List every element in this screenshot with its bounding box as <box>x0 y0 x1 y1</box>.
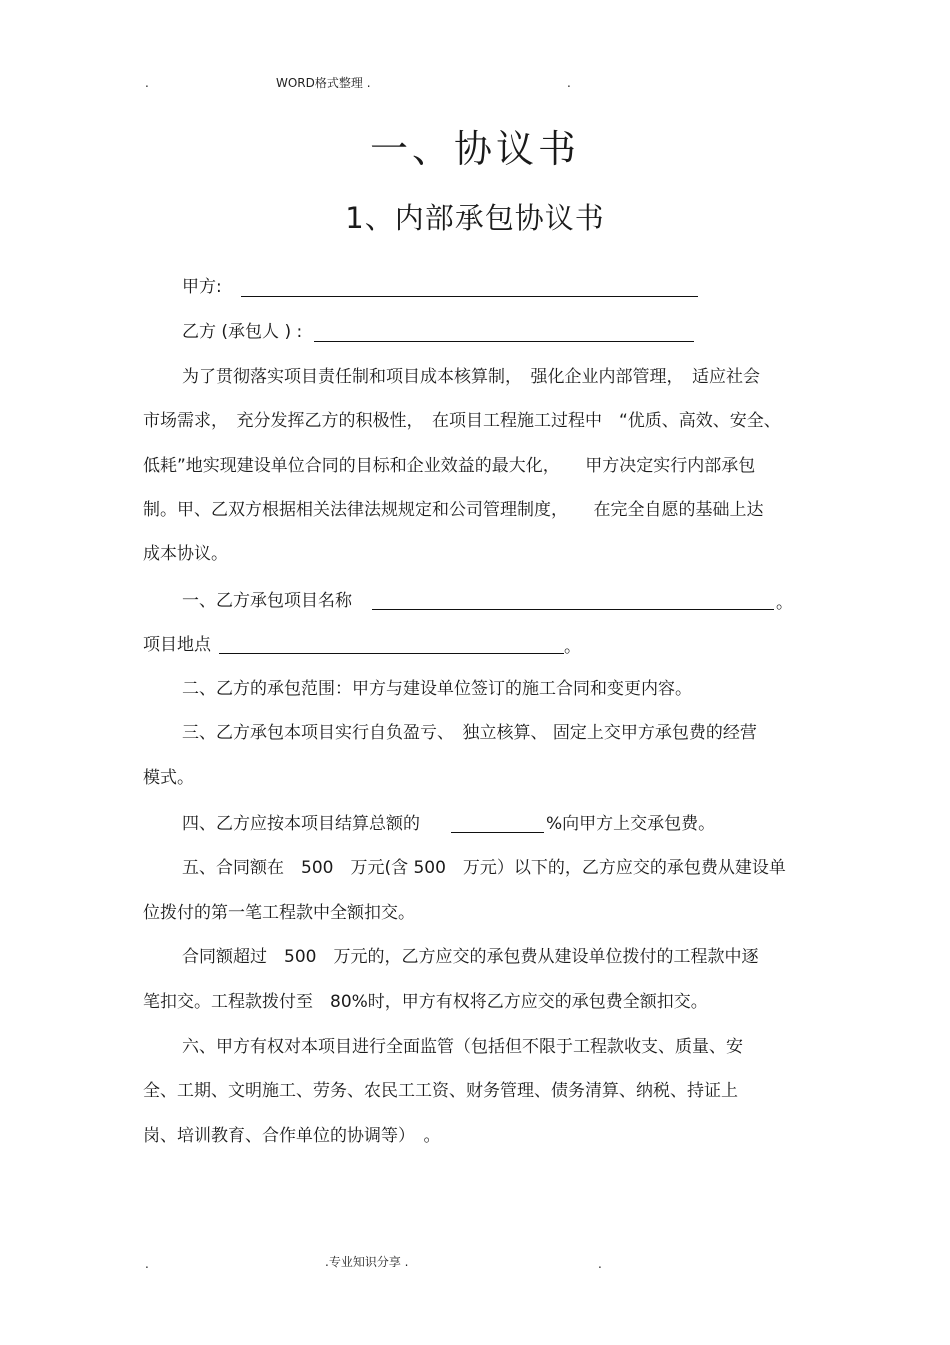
footer-dot-left: . <box>145 1257 149 1271</box>
clause5b-line: 笔扣交。工程款拨付至 80%时，甲方有权将乙方应交的承包费全额扣交。 <box>143 992 708 1012</box>
header-label: WORD格式整理 . <box>276 76 371 90</box>
footer-dot-right: . <box>598 1257 602 1271</box>
location-end: 。 <box>564 637 581 657</box>
header-dot-left: . <box>145 76 149 90</box>
clause5-line: 五、合同额在 500 万元(含 500 万元）以下的，乙方应交的承包费从建设单 <box>182 858 786 878</box>
intro-line: 成本协议。 <box>143 544 228 564</box>
header-dot-right: . <box>567 76 571 90</box>
party-b-blank <box>314 341 694 342</box>
intro-line: 市场需求， 充分发挥乙方的积极性， 在项目工程施工过程中 “优质、高效、安全、 <box>143 411 781 431</box>
clause5b-line: 合同额超过 500 万元的，乙方应交的承包费从建设单位拨付的工程款中逐 <box>182 947 759 967</box>
clause5-line: 位拨付的第一笔工程款中全额扣交。 <box>143 903 415 923</box>
party-a-blank <box>241 296 698 297</box>
clause4-end: %向甲方上交承包费。 <box>546 814 716 834</box>
footer-label: .专业知识分享 . <box>325 1255 409 1269</box>
intro-line: 制。甲、乙双方根据相关法律法规规定和公司管理制度， 在完全自愿的基础上达 <box>143 500 764 520</box>
party-a-label: 甲方: <box>182 277 222 297</box>
party-b-label: 乙方 (承包人 ) : <box>182 322 303 342</box>
clause6-line: 全、工期、文明施工、劳务、农民工工资、财务管理、债务清算、纳税、持证上 <box>143 1081 738 1101</box>
clause1-label: 一、乙方承包项目名称 <box>182 591 352 611</box>
clause6-line: 六、甲方有权对本项目进行全面监管（包括但不限于工程款收支、质量、安 <box>182 1037 743 1057</box>
intro-line: 为了贯彻落实项目责任制和项目成本核算制， 强化企业内部管理， 适应社会 <box>182 367 760 387</box>
location-label: 项目地点 <box>143 635 211 655</box>
clause1-end: 。 <box>776 593 793 613</box>
clause6-line: 岗、培训教育、合作单位的协调等） 。 <box>143 1126 441 1146</box>
page-title: 一、协议书 <box>369 127 580 171</box>
clause4-label: 四、乙方应按本项目结算总额的 <box>182 814 420 834</box>
project-name-blank <box>372 609 774 610</box>
page-subtitle: 1、内部承包协议书 <box>345 201 605 235</box>
clause3-line: 模式。 <box>143 768 194 788</box>
intro-line: 低耗”地实现建设单位合同的目标和企业效益的最大化， 甲方决定实行内部承包 <box>143 456 756 476</box>
location-blank <box>219 653 564 654</box>
percent-blank <box>451 832 544 833</box>
clause3-line: 三、乙方承包本项目实行自负盈亏、 独立核算、 固定上交甲方承包费的经营 <box>182 723 757 743</box>
clause2: 二、乙方的承包范围：甲方与建设单位签订的施工合同和变更内容。 <box>182 679 692 699</box>
